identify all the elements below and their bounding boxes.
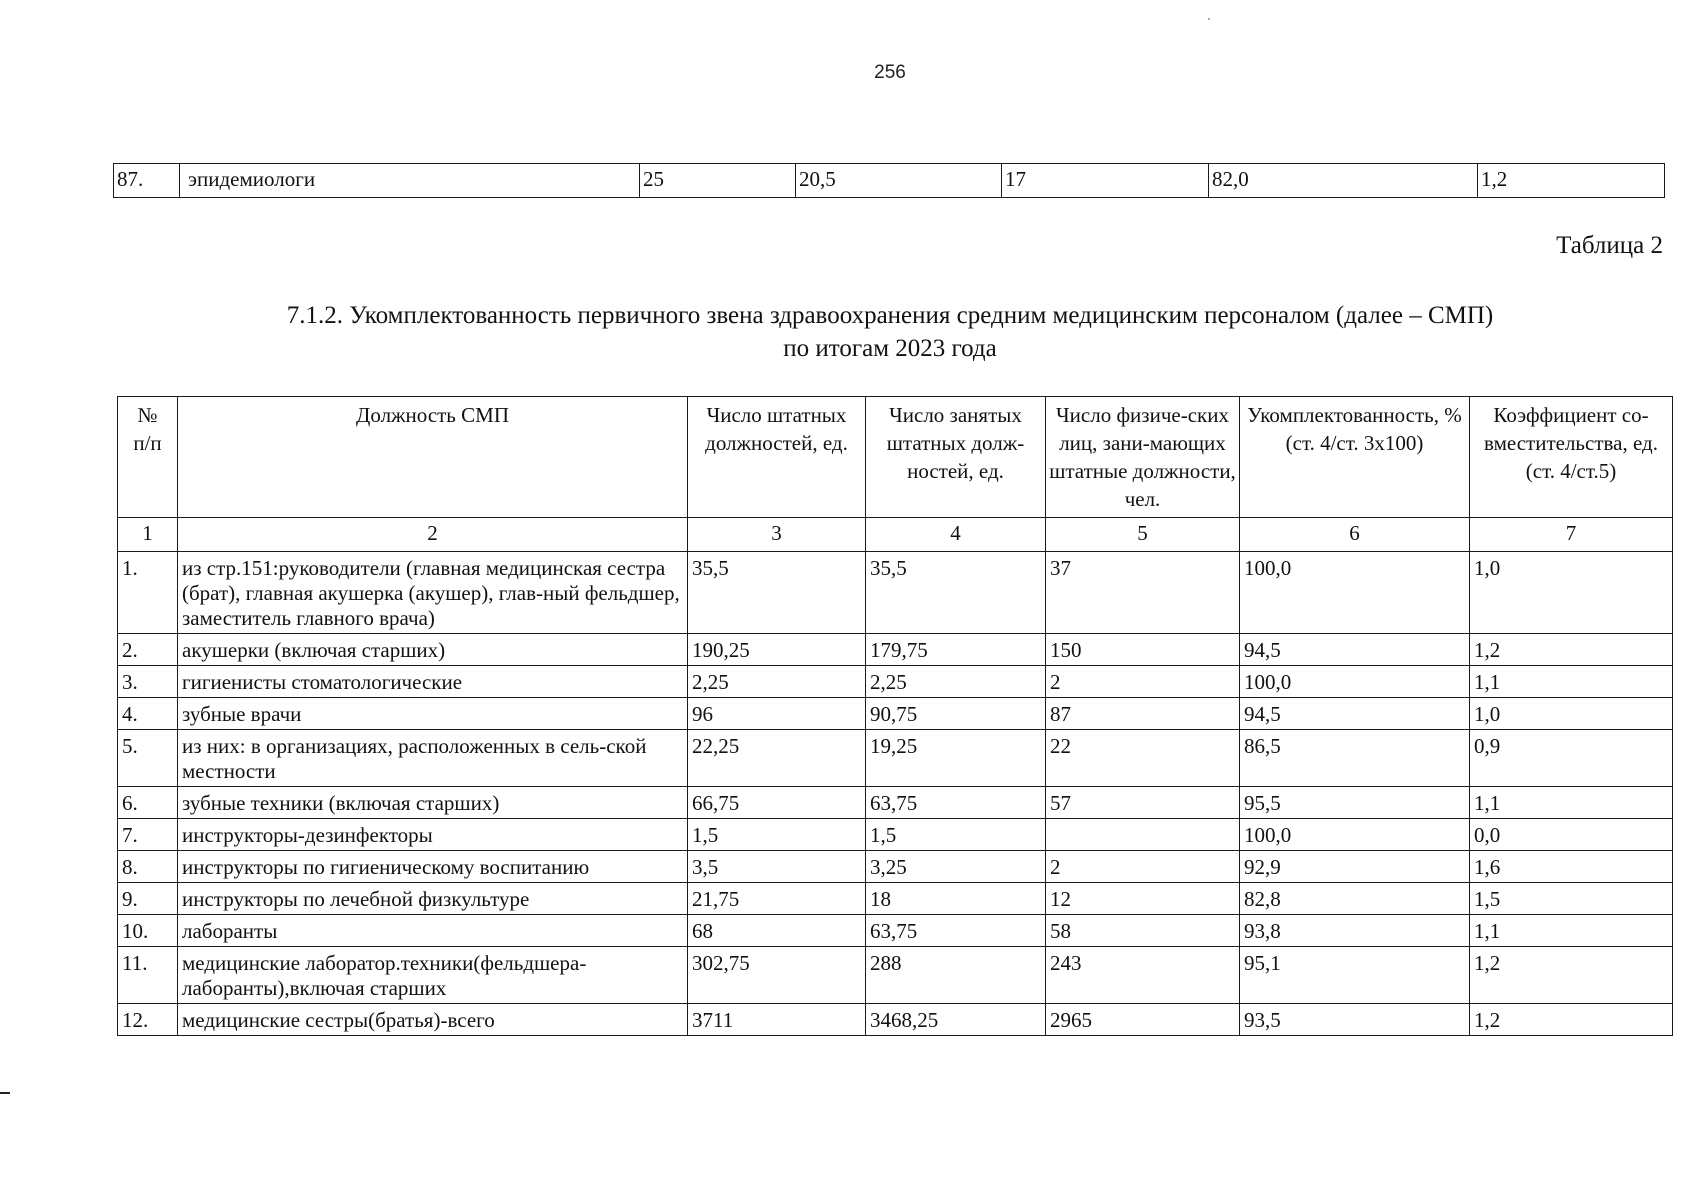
continued-table-row (113, 163, 1665, 198)
row-number: 5. (118, 730, 178, 787)
table-row (114, 164, 1665, 198)
cell-staffing-percent: 86,5 (1240, 730, 1470, 787)
cell-combination-coef: 1,2 (1470, 1004, 1673, 1036)
cell-combination-coef: 1,2 (1470, 634, 1673, 666)
header-staff-positions: Число штатных должностей, ед. (688, 397, 866, 518)
header-combination-coef: Коэффициент со-вместительства, ед. (ст. 4/ст.5) (1470, 397, 1673, 518)
cell-staffing-percent: 94,5 (1240, 634, 1470, 666)
position-name: акушерки (включая старших) (178, 634, 688, 666)
cell-staffing-percent: 100,0 (1240, 666, 1470, 698)
column-number: 3 (688, 518, 866, 552)
cell-staff-positions: 3,5 (688, 851, 866, 883)
cell-staff-positions: 302,75 (688, 947, 866, 1004)
table-row (118, 819, 1673, 851)
row-number: 3. (118, 666, 178, 698)
cell-staffing-percent: 82,8 (1240, 883, 1470, 915)
cell-individuals: 2 (1046, 666, 1240, 698)
cell-staff-positions: 21,75 (688, 883, 866, 915)
row-number: 9. (118, 883, 178, 915)
row-number: 87. (114, 164, 180, 198)
cell-combination-coef: 1,6 (1470, 851, 1673, 883)
row-number: 11. (118, 947, 178, 1004)
cell-individuals: 243 (1046, 947, 1240, 1004)
cell-staff-positions: 22,25 (688, 730, 866, 787)
cell-staffing-percent: 93,8 (1240, 915, 1470, 947)
cell-occupied-positions: 35,5 (866, 552, 1046, 634)
column-number: 2 (178, 518, 688, 552)
header-number-label: п/п (133, 431, 162, 455)
row-number: 6. (118, 787, 178, 819)
table-row (118, 915, 1673, 947)
header-individuals: Число физиче-ских лиц, зани-мающих штатные должности, чел. (1046, 397, 1240, 518)
table-row (118, 851, 1673, 883)
table-row (118, 698, 1673, 730)
table-caption: Таблица 2 (1556, 232, 1663, 259)
cell-occupied-positions: 19,25 (866, 730, 1046, 787)
table-row (118, 1004, 1673, 1036)
section-title (140, 299, 1640, 365)
table-row (118, 552, 1673, 634)
header-position: Должность СМП (178, 397, 688, 518)
cell-combination-coef: 1,5 (1470, 883, 1673, 915)
page-number: 256 (874, 62, 906, 83)
position-name: медицинские лаборатор.техники(фельдшера-лаборанты),включая старших (178, 947, 688, 1004)
position-name: гигиенисты стоматологические (178, 666, 688, 698)
cell-individuals: 87 (1046, 698, 1240, 730)
cell-combination-coef: 0,0 (1470, 819, 1673, 851)
position-name: инструкторы-дезинфекторы (178, 819, 688, 851)
cell-staff-positions: 68 (688, 915, 866, 947)
position-name: лаборанты (178, 915, 688, 947)
scan-dot (1208, 18, 1210, 20)
cell-staff-positions: 190,25 (688, 634, 866, 666)
cell-occupied-positions: 1,5 (866, 819, 1046, 851)
cell-staffing-percent: 100,0 (1240, 819, 1470, 851)
table-row (118, 787, 1673, 819)
cell-staffing-percent: 82,0 (1209, 164, 1478, 198)
row-number: 2. (118, 634, 178, 666)
column-number-row (118, 518, 1673, 552)
cell-occupied-positions: 90,75 (866, 698, 1046, 730)
cell-staff-positions: 2,25 (688, 666, 866, 698)
row-number: 1. (118, 552, 178, 634)
cell-combination-coef: 0,9 (1470, 730, 1673, 787)
table-body (118, 552, 1673, 1036)
table-row (118, 730, 1673, 787)
position-name: из них: в организациях, расположенных в сель-ской местности (178, 730, 688, 787)
cell-combination-coef: 1,0 (1470, 552, 1673, 634)
column-number: 1 (118, 518, 178, 552)
header-staffing-percent: Укомплектованность, % (ст. 4/ст. 3х100) (1240, 397, 1470, 518)
cell-combination-coef: 1,2 (1470, 947, 1673, 1004)
cell-staff-positions: 25 (640, 164, 796, 198)
cell-individuals: 37 (1046, 552, 1240, 634)
cell-staff-positions: 3711 (688, 1004, 866, 1036)
cell-staffing-percent: 92,9 (1240, 851, 1470, 883)
cell-occupied-positions: 3,25 (866, 851, 1046, 883)
cell-staffing-percent: 93,5 (1240, 1004, 1470, 1036)
cell-staffing-percent: 94,5 (1240, 698, 1470, 730)
cell-staff-positions: 35,5 (688, 552, 866, 634)
column-number: 4 (866, 518, 1046, 552)
cell-staff-positions: 1,5 (688, 819, 866, 851)
cell-individuals: 22 (1046, 730, 1240, 787)
cell-individuals: 12 (1046, 883, 1240, 915)
cell-staff-positions: 96 (688, 698, 866, 730)
table-row (118, 634, 1673, 666)
cell-occupied-positions: 18 (866, 883, 1046, 915)
cell-staffing-percent: 100,0 (1240, 552, 1470, 634)
position-name: медицинские сестры(братья)-всего (178, 1004, 688, 1036)
cell-occupied-positions: 63,75 (866, 915, 1046, 947)
table-row (118, 666, 1673, 698)
cell-occupied-positions: 63,75 (866, 787, 1046, 819)
cell-occupied-positions: 2,25 (866, 666, 1046, 698)
header-number-sign: № (137, 403, 158, 427)
header-number (118, 397, 178, 518)
header-row (118, 397, 1673, 518)
row-number: 4. (118, 698, 178, 730)
cell-occupied-positions: 288 (866, 947, 1046, 1004)
title-line-1: 7.1.2. Укомплектованность первичного звена здравоохранения средним медицинским персоналом (далее – СМП) (286, 302, 1494, 329)
position-name: инструкторы по лечебной физкультуре (178, 883, 688, 915)
cell-individuals: 17 (1002, 164, 1209, 198)
cell-individuals: 2 (1046, 851, 1240, 883)
cell-combination-coef: 1,1 (1470, 666, 1673, 698)
staffing-table (117, 396, 1673, 1036)
row-number: 12. (118, 1004, 178, 1036)
row-number: 7. (118, 819, 178, 851)
cell-combination-coef: 1,0 (1470, 698, 1673, 730)
cell-occupied-positions: 3468,25 (866, 1004, 1046, 1036)
cell-combination-coef: 1,2 (1478, 164, 1665, 198)
scan-edge-mark (0, 1092, 10, 1094)
cell-occupied-positions: 179,75 (866, 634, 1046, 666)
position-name: из стр.151:руководители (главная медицинская сестра (брат), главная акушерка (акушер), глав-ный фельдшер, заместитель главного врача) (178, 552, 688, 634)
cell-individuals: 150 (1046, 634, 1240, 666)
cell-individuals: 57 (1046, 787, 1240, 819)
cell-occupied-positions: 20,5 (796, 164, 1002, 198)
cell-individuals: 2965 (1046, 1004, 1240, 1036)
position-name: эпидемиологи (180, 164, 640, 198)
row-number: 10. (118, 915, 178, 947)
cell-combination-coef: 1,1 (1470, 915, 1673, 947)
cell-individuals: 58 (1046, 915, 1240, 947)
position-name: зубные врачи (178, 698, 688, 730)
cell-staffing-percent: 95,1 (1240, 947, 1470, 1004)
column-number: 7 (1470, 518, 1673, 552)
column-number: 6 (1240, 518, 1470, 552)
cell-individuals (1046, 819, 1240, 851)
header-occupied-positions: Число занятых штатных долж-ностей, ед. (866, 397, 1046, 518)
title-line-2: по итогам 2023 года (783, 335, 997, 362)
row-number: 8. (118, 851, 178, 883)
cell-staffing-percent: 95,5 (1240, 787, 1470, 819)
table-row (118, 947, 1673, 1004)
cell-combination-coef: 1,1 (1470, 787, 1673, 819)
column-number: 5 (1046, 518, 1240, 552)
table-row (118, 883, 1673, 915)
cell-staff-positions: 66,75 (688, 787, 866, 819)
position-name: инструкторы по гигиеническому воспитанию (178, 851, 688, 883)
position-name: зубные техники (включая старших) (178, 787, 688, 819)
